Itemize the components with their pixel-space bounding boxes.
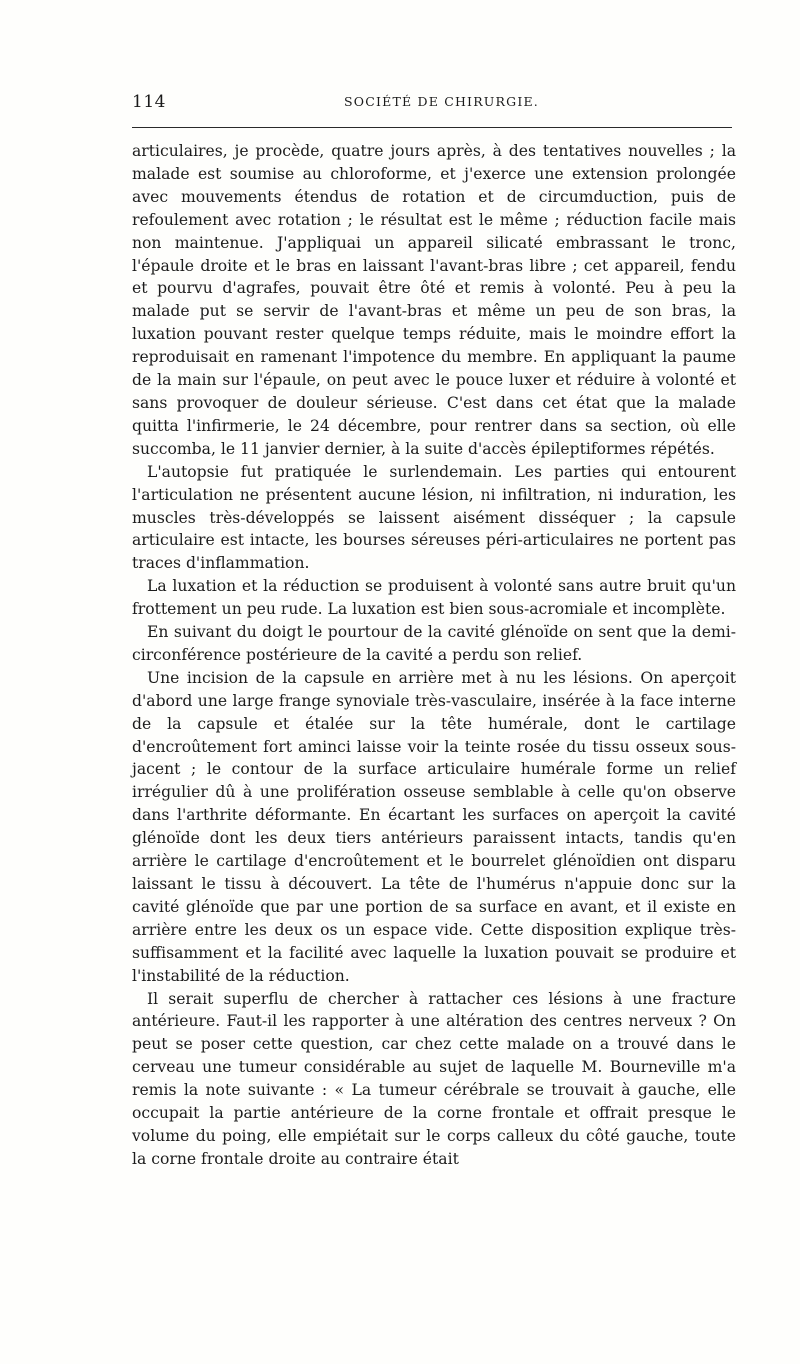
page-header [132, 92, 736, 114]
paragraph: Il serait superflu de chercher à rattacher ces lésions à une fracture antérieure. Faut-il les rapporter à une altération des centres nerveux ? On peut se poser cette question, car chez cette malade on a trouvé dans le cerveau une tumeur considérable au sujet de laquelle M. Bourneville m'a remis la note suivante : « La tumeur cérébrale se trouvait à gauche, elle occupait la partie antérieure de la corne frontale et offrait presque le volume du poing, elle empiétait sur le corps calleux du côté gauche, toute la corne frontale droite au contraire était [132, 989, 736, 1168]
paragraph: L'autopsie fut pratiquée le surlendemain. Les parties qui entourent l'articulation ne présentent aucune lésion, ni infiltration, ni induration, les muscles très-développés se laissent aisément disséquer ; la capsule articulaire est intacte, les bourses séreuses péri-articulaires ne portent pas traces d'inflammation. [132, 462, 736, 573]
body-text [132, 140, 736, 1171]
page-number: 114 [132, 92, 166, 112]
paragraph: Une incision de la capsule en arrière met à nu les lésions. On aperçoit d'abord une large frange synoviale très-vasculaire, insérée à la face interne de la capsule et étalée sur la tête humérale, dont le cartilage d'encroûtement fort aminci laisse voir la teinte rosée du tissu osseux sous-jacent ; le contour de la surface articulaire humérale forme un relief irrégulier dû à une prolifération osseuse semblable à celle qu'on observe dans l'arthrite déformante. En écartant les surfaces on aperçoit la cavité glénoïde dont les deux tiers antérieurs paraissent intacts, tandis qu'en arrière le cartilage d'encroûtement et le bourrelet glénoïdien ont disparu laissant le tissu à découvert. La tête de l'humérus n'appuie donc sur la cavité glénoïde que par une portion de sa surface en avant, et il existe en arrière entre les deux os un espace vide. Cette disposition explique très-suffisamment et la facilité avec laquelle la luxation pouvait se produire et l'instabilité de la réduction. [132, 668, 736, 985]
paragraph: En suivant du doigt le pourtour de la cavité glénoïde on sent que la demi-circonférence postérieure de la cavité a perdu son relief. [132, 623, 736, 664]
running-head: SOCIÉTÉ DE CHIRURGIE. [344, 94, 539, 109]
header-rule [132, 127, 732, 128]
paragraph: La luxation et la réduction se produisent à volonté sans autre bruit qu'un frottement un peu rude. La luxation est bien sous-acromiale et incomplète. [132, 577, 736, 619]
paragraph: articulaires, je procède, quatre jours après, à des tentatives nouvelles ; la malade est soumise au chloroforme, et j'exerce une extension prolongée avec mouvements étendus de rotation et de circumduction, puis de refoulement avec rotation ; le résultat est le même ; réduction facile mais non maintenue. J'appliquai un appareil silicaté embrassant le tronc, l'épaule droite et le bras en laissant l'avant-bras libre ; cet appareil, fendu et pourvu d'agrafes, pouvait être ôté et remis à volonté. Peu à peu la malade put se servir de l'avant-bras et même un peu de son bras, la luxation pouvant rester quelque temps réduite, mais le moindre effort la reproduisait en ramenant l'impotence du membre. En appliquant la paume de la main sur l'épaule, on peut avec le pouce luxer et réduire à volonté et sans provoquer de douleur sérieuse. C'est dans cet état que la malade quitta l'infirmerie, le 24 décembre, pour rentrer dans sa section, où elle succomba, le 11 janvier dernier, à la suite d'accès épileptiformes répétés. [132, 142, 736, 458]
